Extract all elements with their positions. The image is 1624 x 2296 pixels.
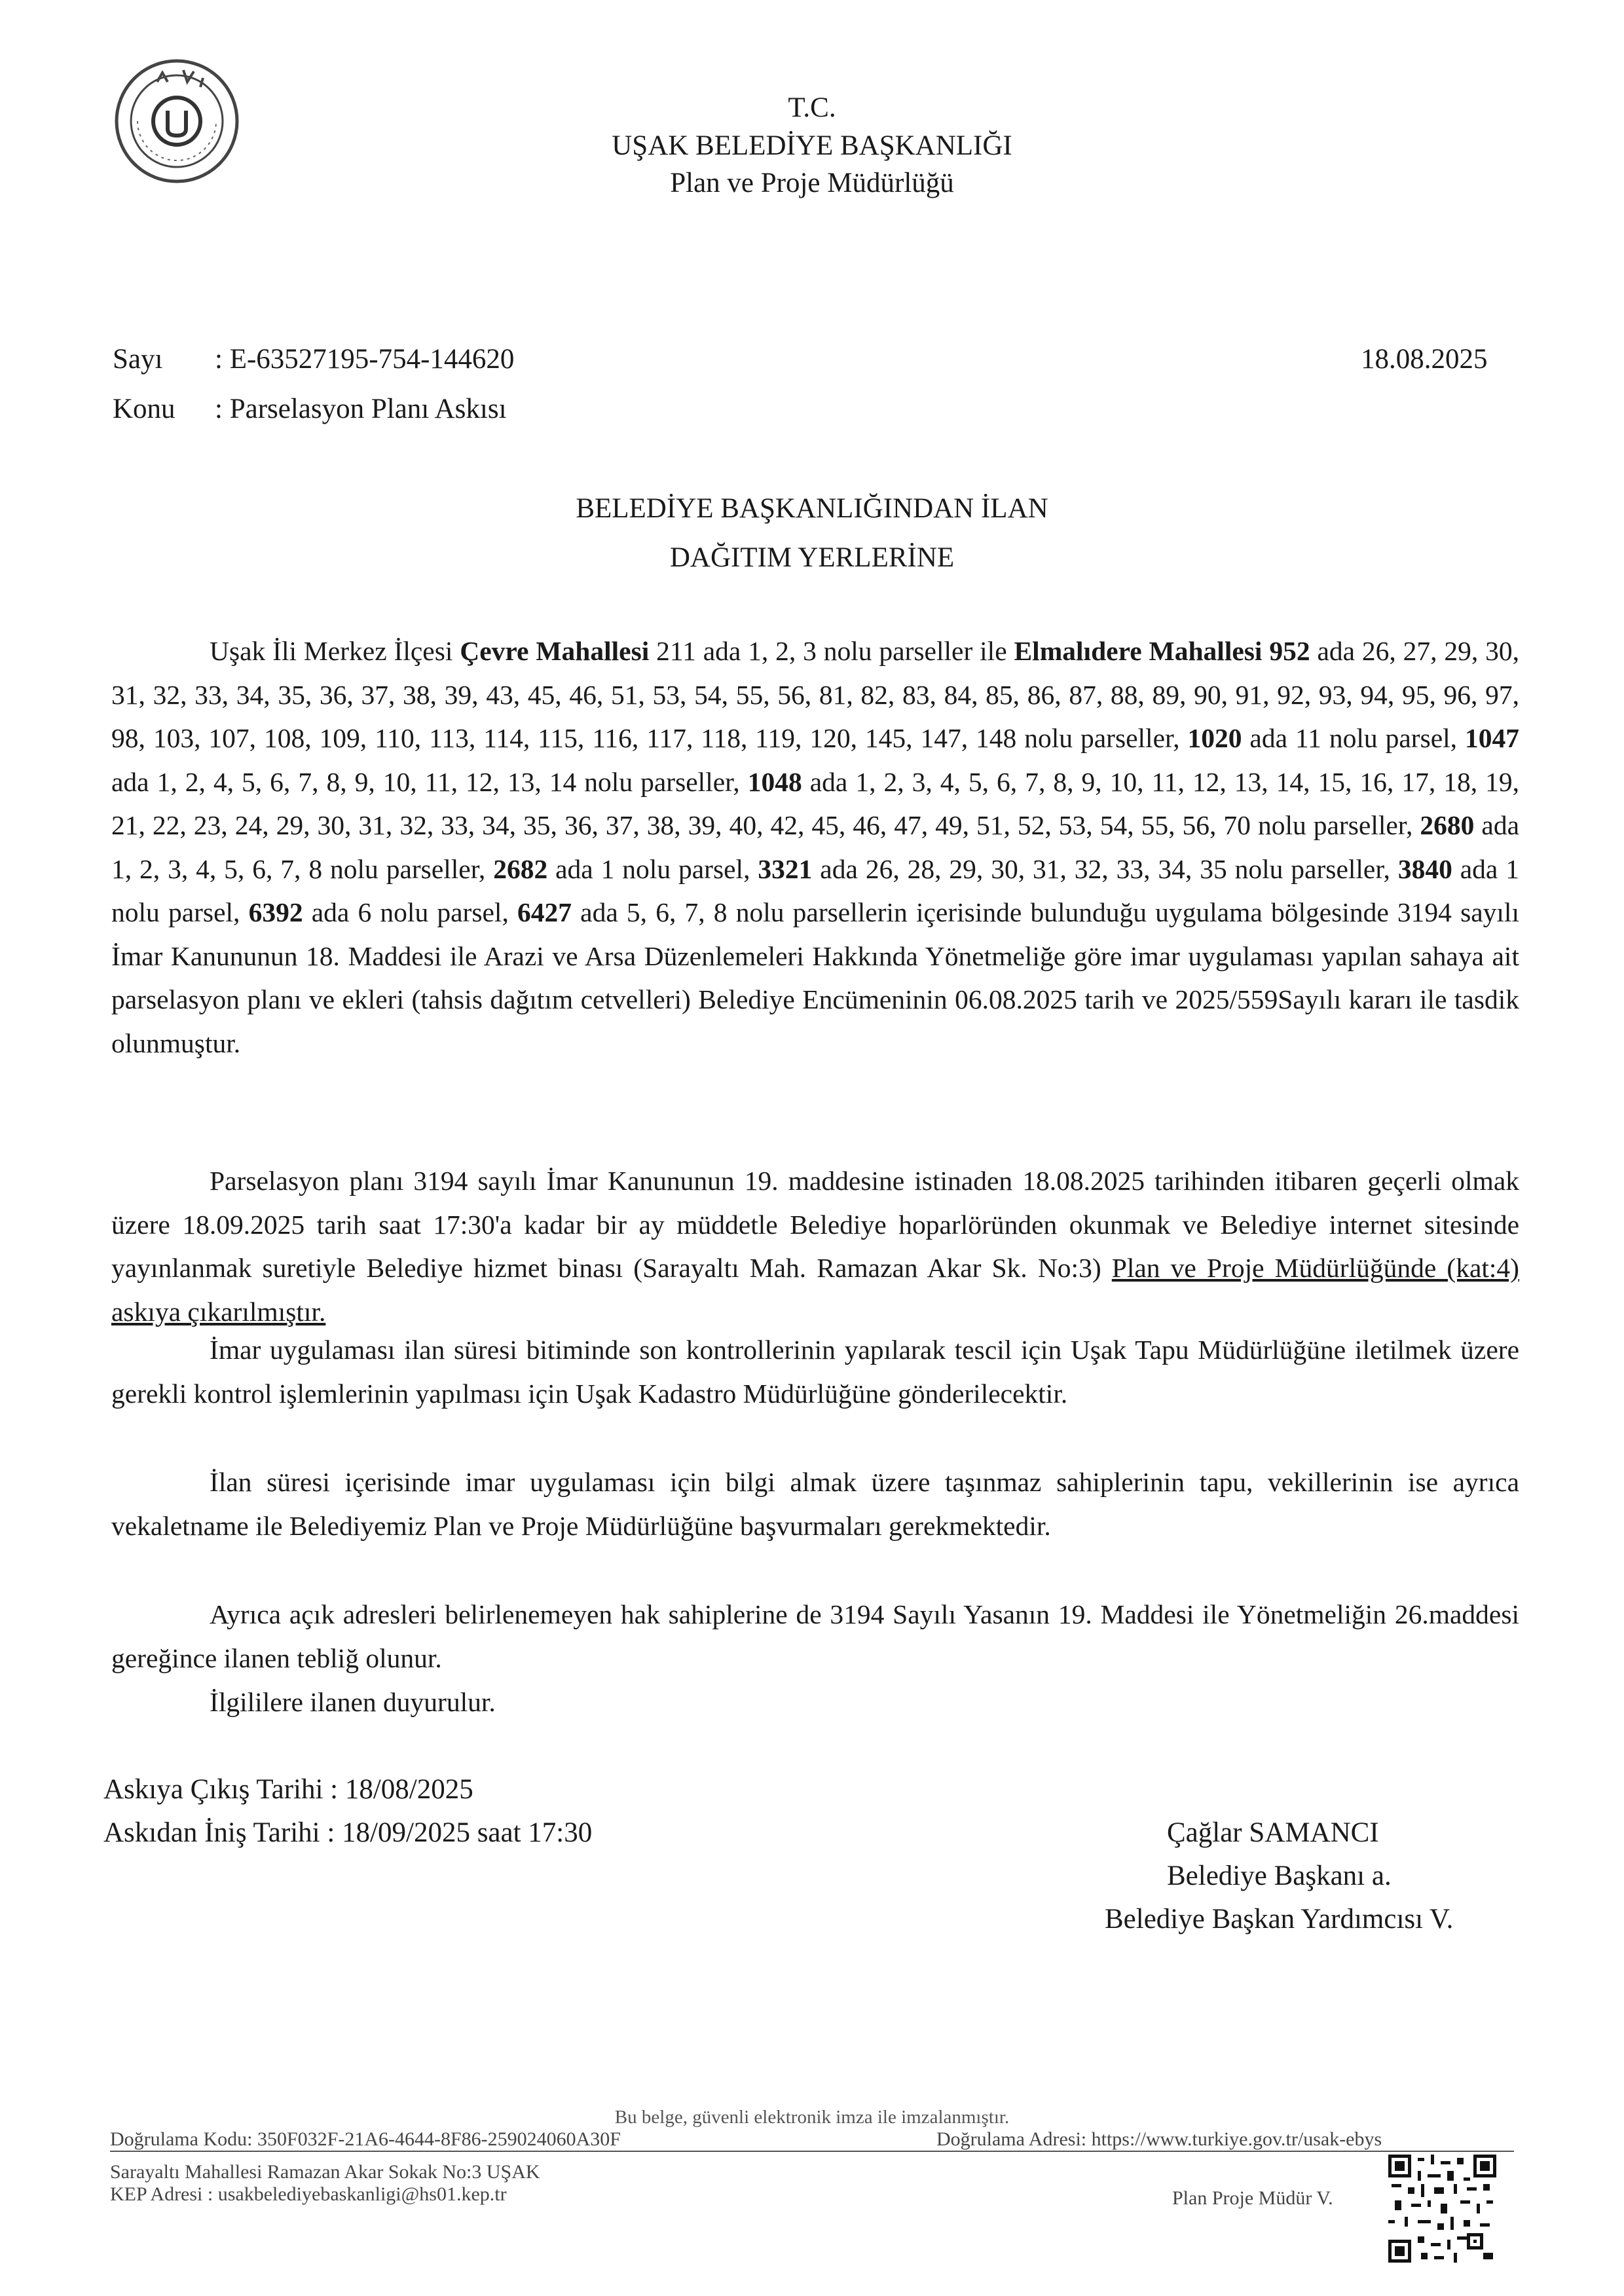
verification-address: Doğrulama Adresi: https://www.turkiye.gov.tr/usak-ebys	[936, 2128, 1382, 2150]
e-signature-note: Bu belge, güvenli elektronik imza ile imzalanmıştır.	[614, 2107, 1010, 2128]
sayi-label: Sayı	[113, 344, 163, 375]
body-paragraph-2	[111, 1159, 1519, 1333]
bold-reference: 3840	[1397, 853, 1452, 884]
paragraph-run: ada 1, 2, 4, 5, 6, 7, 8, 9, 10, 11, 12, 13, 14 nolu parseller,	[111, 766, 748, 797]
paragraph-run: ada 1, 2, 3, 4, 5, 6, 7, 8 nolu parseller,	[111, 810, 1519, 884]
header-tc: T.C.	[788, 92, 836, 123]
bold-reference: 3321	[758, 853, 813, 884]
bold-reference: 6392	[248, 897, 303, 927]
paragraph-run: ada 26, 28, 29, 30, 31, 32, 33, 34, 35 nolu parseller,	[812, 853, 1398, 884]
askidan-inis-tarihi: Askıdan İniş Tarihi : 18/09/2025 saat 17:30	[103, 1817, 593, 1848]
body-paragraph-4	[111, 1460, 1519, 1547]
header-institution: UŞAK BELEDİYE BAŞKANLIĞI	[612, 130, 1012, 161]
bold-reference: 2682	[493, 853, 548, 884]
askiya-cikis-tarihi: Askıya Çıkış Tarihi : 18/08/2025	[103, 1774, 473, 1805]
bold-reference: 2680	[1420, 810, 1475, 840]
qr-code-icon	[1388, 2155, 1496, 2263]
distribution-title: DAĞITIM YERLERİNE	[669, 542, 955, 573]
body-paragraph-5	[111, 1593, 1519, 1680]
kep-address: KEP Adresi : usakbelediyebaskanligi@hs01.kep.tr	[110, 2183, 507, 2205]
body-paragraph-2-text: Parselasyon planı 3194 sayılı İmar Kanununun 19. maddesine istinaden 18.08.2025 tarihinden itibaren geçerli olmak üzere 18.09.2025 tarih saat 17:30'a kadar bir ay müddetle Belediye hoparlöründen okunmak ve Belediye internet sitesinde yayınlanmak suretiyle Belediye hizmet binası (Sarayaltı Mah. Ramazan Akar Sk. No:3)	[111, 1166, 1519, 1283]
askı-location-underlined: Plan ve Proje Müdürlüğünde (kat:4) askıya çıkarılmıştır.	[111, 1253, 1520, 1327]
body-paragraph-1	[111, 629, 1519, 1065]
body-paragraph-3-text: İmar uygulaması ilan süresi bitiminde son kontrollerinin yapılarak tescil için Uşak Tapu Müdürlüğüne iletilmek üzere gerekli kontrol işlemlerinin yapılması için Uşak Kadastro Müdürlüğüne gönderilecektir.	[111, 1335, 1519, 1409]
paragraph-run: ada 1 nolu parsel,	[111, 853, 1519, 927]
footer-divider	[110, 2151, 1514, 2152]
footer-role: Plan Proje Müdür V.	[1172, 2187, 1333, 2209]
body-paragraph-4-text: İlan süresi içerisinde imar uygulaması için bilgi almak üzere taşınmaz sahiplerinin tapu, vekillerinin ise ayrıca vekaletname ile Belediyemiz Plan ve Proje Müdürlüğüne başvurmaları gerekmektedir.	[111, 1467, 1519, 1541]
paragraph-run: ada 1 nolu parsel,	[547, 853, 758, 884]
document-date: 18.08.2025	[1361, 344, 1488, 375]
signatory-title-2: Belediye Başkan Yardımcısı V.	[1105, 1904, 1454, 1935]
bold-reference: Çevre Mahallesi	[460, 636, 650, 666]
footer-address: Sarayaltı Mahallesi Ramazan Akar Sokak No:3 UŞAK	[110, 2161, 540, 2183]
paragraph-run: Uşak İli Merkez İlçesi	[210, 636, 460, 666]
paragraph-run: ada 6 nolu parsel,	[303, 897, 517, 927]
paragraph-run: 211 ada 1, 2, 3 nolu parseller ile	[649, 636, 1014, 666]
paragraph-run: ada 26, 27, 29, 30, 31, 32, 33, 34, 35, 36, 37, 38, 39, 43, 45, 46, 51, 53, 54, 55, 56, 81, 82, 83, 84, 85, 86, 87, 88, 89, 90, 91, 92, 93, 94, 95, 96, 97, 98, 103, 107, 108, 109, 110, 113, 114, 115, 116, 117, 118, 119, 120, 145, 147, 148 nolu parseller,	[111, 636, 1520, 753]
konu-label: Konu	[113, 394, 175, 424]
signatory-title-1: Belediye Başkanı a.	[1167, 1861, 1392, 1891]
bold-reference: 1047	[1464, 723, 1519, 753]
sayi-value: : E-63527195-754-144620	[215, 344, 515, 375]
paragraph-run	[1262, 636, 1269, 666]
paragraph-run: ada 5, 6, 7, 8 nolu parsellerin içerisinde bulunduğu uygulama bölgesinde 3194 sayılı İmar Kanununun 18. Maddesi ile Arazi ve Arsa Düzenlemeleri Hakkında Yönetmeliğe göre imar uygulaması yapılan sahaya ait parselasyon planı ve ekleri (tahsis dağıtım cetvelleri) Belediye Encümeninin 06.08.2025 tarih ve 2025/559Sayılı kararı ile tasdik olunmuştur.	[111, 897, 1519, 1058]
body-paragraph-6	[111, 1680, 1519, 1724]
paragraph-run: ada 11 nolu parsel,	[1242, 723, 1465, 753]
signatory-name: Çağlar SAMANCI	[1167, 1817, 1379, 1848]
bold-reference: Elmalıdere Mahallesi	[1014, 636, 1263, 666]
bold-reference: 1048	[747, 766, 802, 797]
body-paragraph-5-text: Ayrıca açık adresleri belirlenemeyen hak sahiplerine de 3194 Sayılı Yasanın 19. Maddesi ile Yönetmeliğin 26.maddesi gereğince ilanen tebliğ olunur.	[111, 1599, 1519, 1673]
bold-reference: 952	[1269, 636, 1310, 666]
body-paragraph-3	[111, 1328, 1519, 1415]
konu-value: : Parselasyon Planı Askısı	[215, 394, 507, 424]
body-paragraph-1-text	[111, 636, 1519, 1058]
body-paragraph-6-text: İlgililere ilanen duyurulur.	[210, 1687, 496, 1717]
paragraph-run: ada 1, 2, 3, 4, 5, 6, 7, 8, 9, 10, 11, 12, 13, 14, 15, 16, 17, 18, 19, 21, 22, 23, 24, 29, 30, 31, 32, 33, 34, 35, 36, 37, 38, 39, 40, 42, 45, 46, 47, 49, 51, 52, 53, 54, 55, 56, 70 nolu parseller,	[111, 766, 1519, 840]
bold-reference: 6427	[517, 897, 572, 927]
announcement-title: BELEDİYE BAŞKANLIĞINDAN İLAN	[576, 493, 1048, 524]
bold-reference: 1020	[1187, 723, 1242, 753]
verification-code: Doğrulama Kodu: 350F032F-21A6-4644-8F86-259024060A30F	[110, 2128, 621, 2150]
header-department: Plan ve Proje Müdürlüğü	[670, 168, 954, 198]
